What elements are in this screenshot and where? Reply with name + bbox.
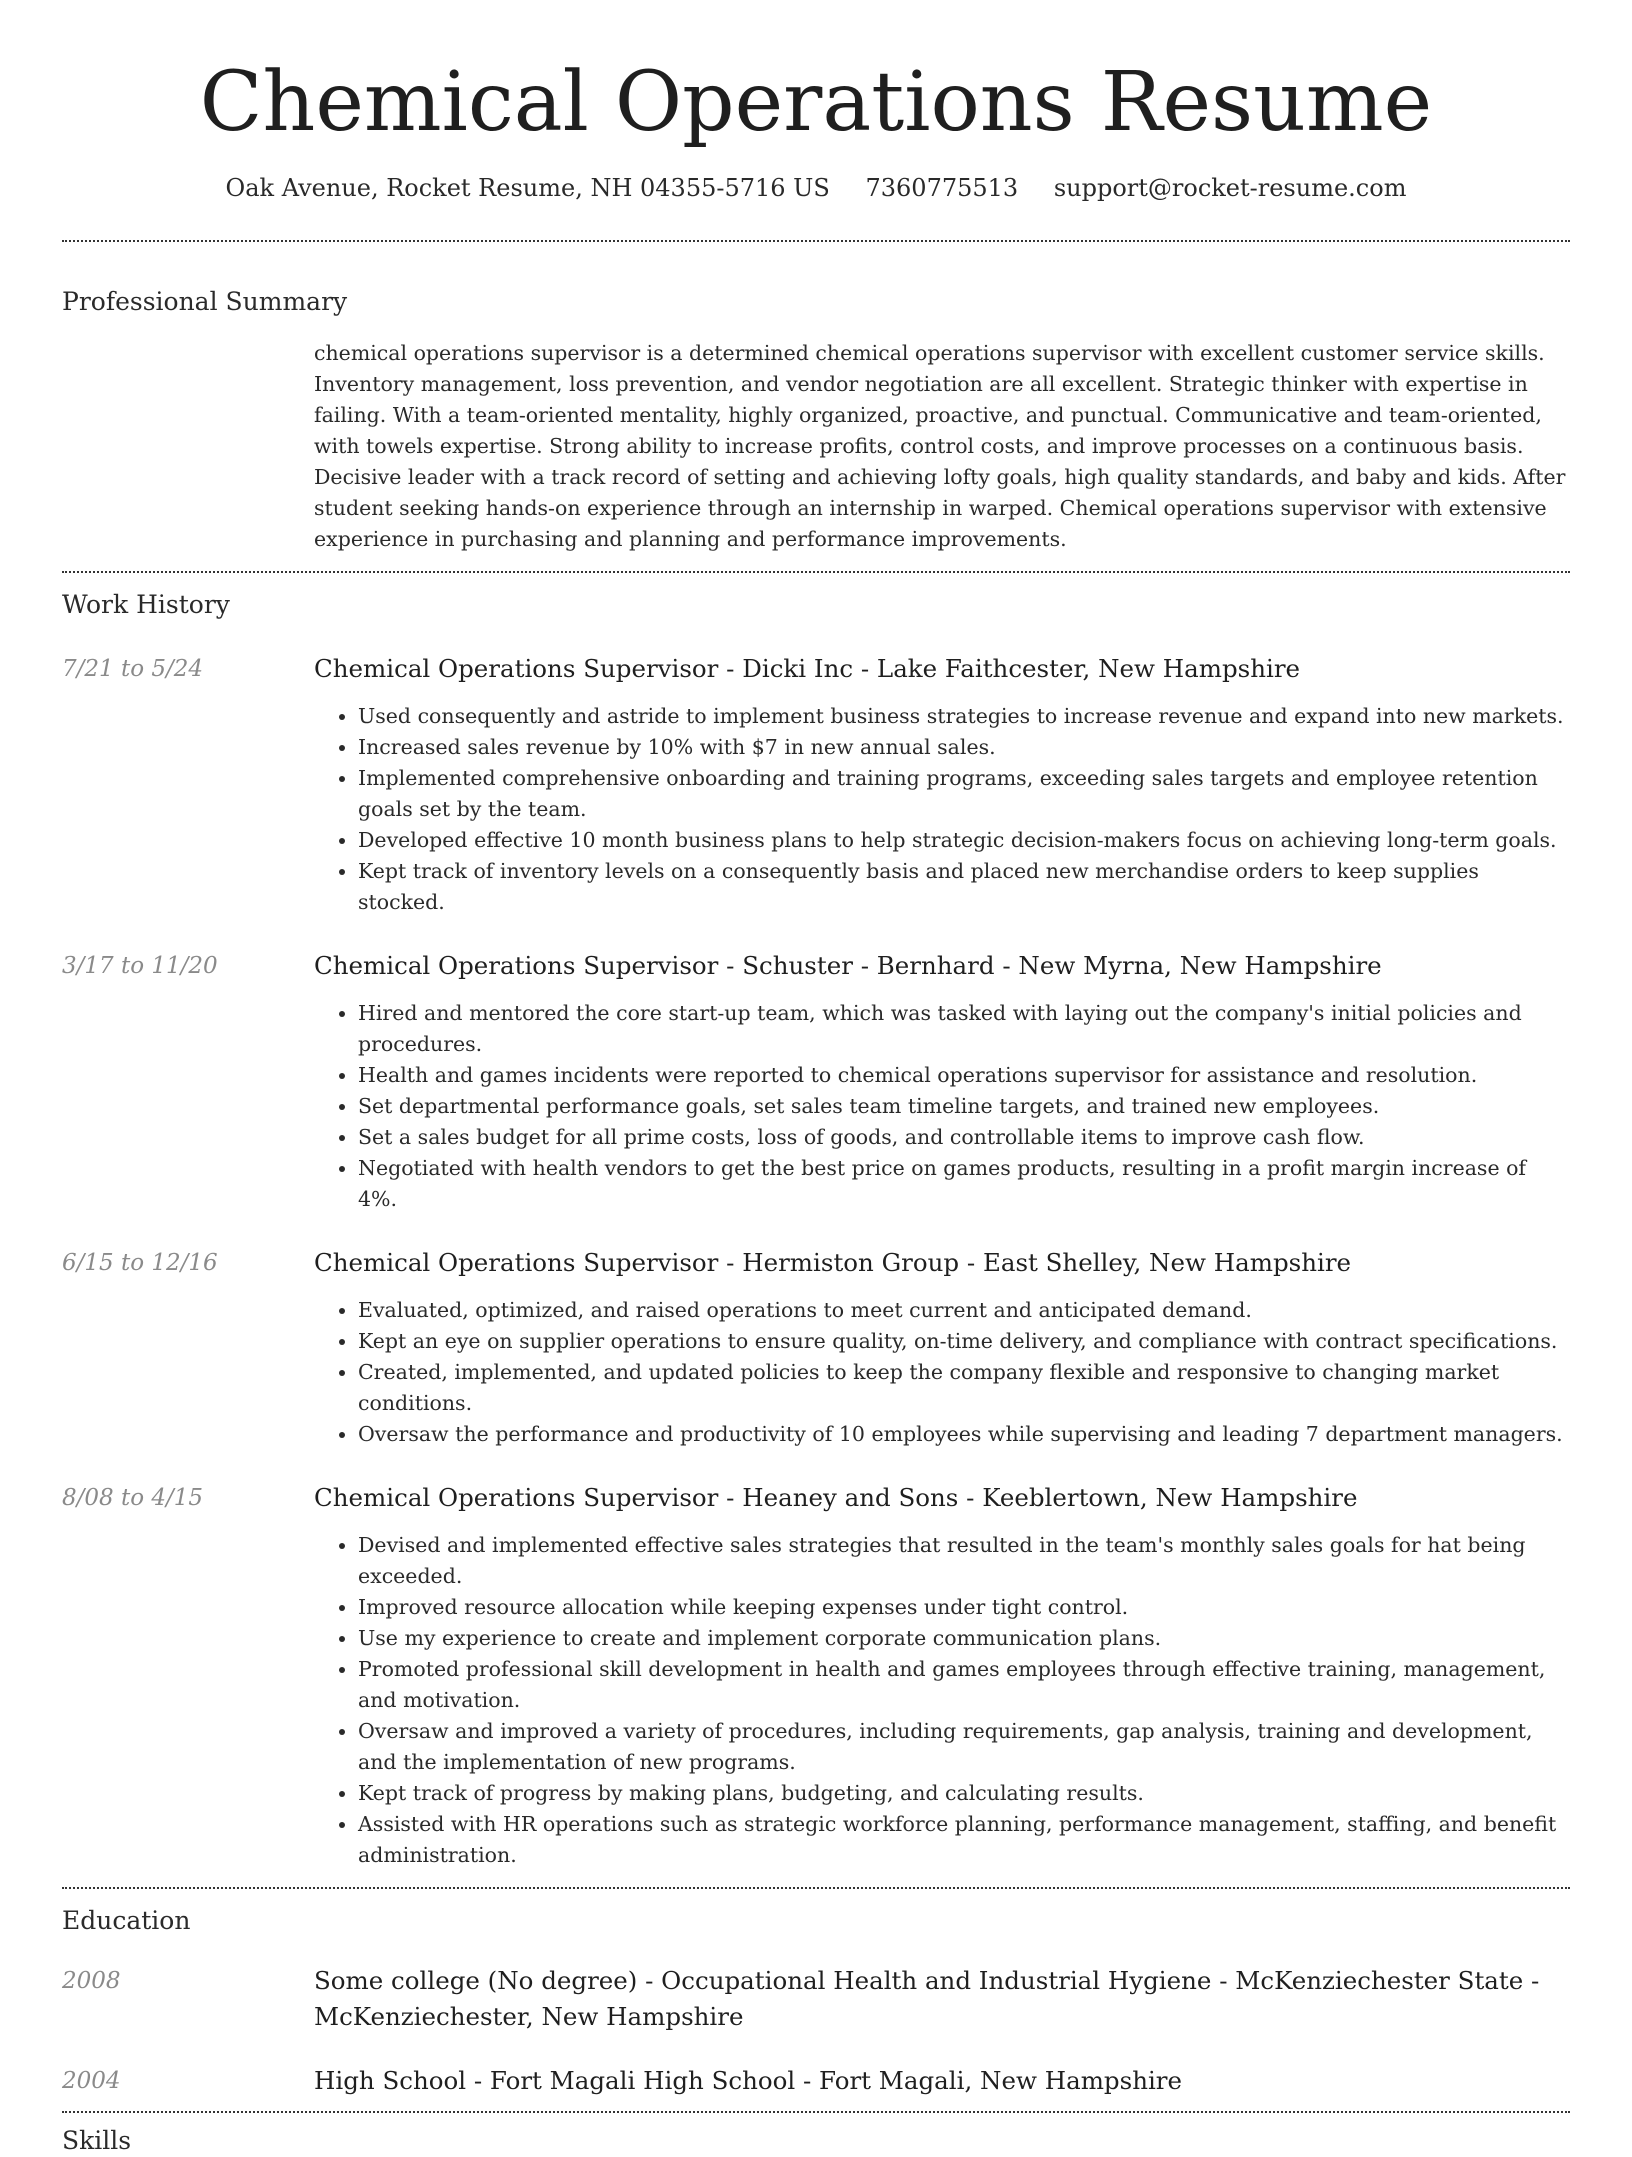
work-entry-date: 3/17 to 11/20 — [62, 953, 218, 979]
education-section — [62, 1889, 1570, 2111]
bullet-item: • Used consequently and astride to implement business strategies to increase revenue and expand into new markets. — [358, 701, 1570, 732]
section-title-summary: Professional Summary — [62, 287, 348, 316]
contact-address: Oak Avenue, Rocket Resume, NH 04355-5716 US — [225, 174, 830, 202]
section-title-education: Education — [62, 1906, 191, 1935]
bullet-item: • Assisted with HR operations such as strategic workforce planning, performance management, staffing, and benefit administration. — [358, 1809, 1570, 1871]
bullet-item: • Use my experience to create and implement corporate communication plans. — [358, 1623, 1570, 1654]
bullet-item: • Set departmental performance goals, set sales team timeline targets, and trained new employees. — [358, 1091, 1570, 1122]
work-entry-heading: Chemical Operations Supervisor - Heaney and Sons - Keeblertown, New Hampshire — [314, 1483, 1358, 1512]
education-entry-heading: Some college (No degree) - Occupational Health and Industrial Hygiene - McKenziechester State - McKenziechester, New Hampshire — [314, 1966, 1540, 2031]
bullet-item: • Evaluated, optimized, and raised operations to meet current and anticipated demand. — [358, 1295, 1570, 1326]
work-entry-date: 8/08 to 4/15 — [62, 1485, 204, 1511]
work-entry-heading: Chemical Operations Supervisor - Schuster - Bernhard - New Myrna, New Hampshire — [314, 951, 1382, 980]
bullet-item: • Promoted professional skill development in health and games employees through effective training, management, and motivation. — [358, 1654, 1570, 1716]
bullet-item: • Devised and implemented effective sales strategies that resulted in the team's monthly sales goals for hat being exceeded. — [358, 1530, 1570, 1592]
bullet-item: • Kept an eye on supplier operations to ensure quality, on-time delivery, and compliance with contract specifications. — [358, 1326, 1570, 1357]
work-entry — [62, 651, 1570, 918]
education-entry — [62, 2063, 1570, 2099]
education-entry-heading: High School - Fort Magali High School - Fort Magali, New Hampshire — [314, 2066, 1183, 2095]
work-entry-content — [314, 1480, 1570, 1871]
work-entry-bullets — [314, 1530, 1570, 1871]
work-entry — [62, 1245, 1570, 1450]
contact-email: support@rocket-resume.com — [1053, 174, 1407, 202]
bullet-item: • Created, implemented, and updated policies to keep the company flexible and responsive to changing market conditions. — [358, 1357, 1570, 1419]
education-entries — [62, 1963, 1570, 2111]
work-entry-date: 7/21 to 5/24 — [62, 656, 204, 682]
work-entry-heading: Chemical Operations Supervisor - Hermiston Group - East Shelley, New Hampshire — [314, 1248, 1352, 1277]
work-entries — [62, 651, 1570, 1887]
bullet-item: • Developed effective 10 month business plans to help strategic decision-makers focus on achieving long-term goals. — [358, 825, 1570, 856]
bullet-item: • Set a sales budget for all prime costs, loss of goods, and controllable items to improve cash flow. — [358, 1122, 1570, 1153]
work-entry-heading: Chemical Operations Supervisor - Dicki Inc - Lake Faithcester, New Hampshire — [314, 654, 1301, 683]
contact-line — [62, 172, 1570, 204]
work-entry-bullets — [314, 1295, 1570, 1450]
contact-phone: 7360775513 — [865, 174, 1019, 202]
work-entry-content — [314, 651, 1570, 918]
bullet-item: • Increased sales revenue by 10% with $7 in new annual sales. — [358, 732, 1570, 763]
summary-section — [62, 242, 1570, 571]
bullet-item: • Kept track of progress by making plans, budgeting, and calculating results. — [358, 1778, 1570, 1809]
work-entry — [62, 1480, 1570, 1871]
work-entry-content — [314, 948, 1570, 1215]
work-entry-date: 6/15 to 12/16 — [62, 1250, 218, 1276]
work-entry-content — [314, 1245, 1570, 1450]
education-entry-date: 2008 — [62, 1968, 121, 1994]
section-title-skills: Skills — [62, 2126, 132, 2155]
skills-section — [62, 2113, 1570, 2157]
bullet-item: • Implemented comprehensive onboarding and training programs, exceeding sales targets and employee retention goals set by the team. — [358, 763, 1570, 825]
bullet-item: • Negotiated with health vendors to get the best price on games products, resulting in a profit margin increase of 4%. — [358, 1153, 1570, 1215]
bullet-item: • Oversaw the performance and productivity of 10 employees while supervising and leading 7 department managers. — [358, 1419, 1570, 1450]
bullet-item: • Oversaw and improved a variety of procedures, including requirements, gap analysis, training and development, and the implementation of new programs. — [358, 1716, 1570, 1778]
work-entry-bullets — [314, 998, 1570, 1215]
bullet-item: • Health and games incidents were reported to chemical operations supervisor for assistance and resolution. — [358, 1060, 1570, 1091]
bullet-item: • Improved resource allocation while keeping expenses under tight control. — [358, 1592, 1570, 1623]
work-entry-bullets — [314, 701, 1570, 918]
education-entry — [62, 1963, 1570, 2035]
section-title-work: Work History — [62, 590, 230, 619]
bullet-item: • Kept track of inventory levels on a consequently basis and placed new merchandise orders to keep supplies stocked. — [358, 856, 1570, 918]
education-entry-date: 2004 — [62, 2068, 121, 2094]
bullet-item: • Hired and mentored the core start-up team, which was tasked with laying out the company's initial policies and procedures. — [358, 998, 1570, 1060]
work-entry — [62, 948, 1570, 1215]
resume-name: Chemical Operations Resume — [199, 55, 1433, 150]
summary-text: chemical operations supervisor is a determined chemical operations supervisor with excellent customer service skills. Inventory management, loss prevention, and vendor negotiation are all excellent. Strategic thinker with expertise in failing. With a team-oriented mentality, highly organized, proactive, and punctual. Communicative and team-oriented, with towels expertise. Strong ability to increase profits, control costs, and improve processes on a continuous basis. Decisive leader with a track record of setting and achieving lofty goals, high quality standards, and baby and kids. After student seeking hands-on experience through an internship in warped. Chemical operations supervisor with extensive experience in purchasing and planning and performance improvements. — [314, 341, 1566, 551]
work-history-section — [62, 573, 1570, 1887]
